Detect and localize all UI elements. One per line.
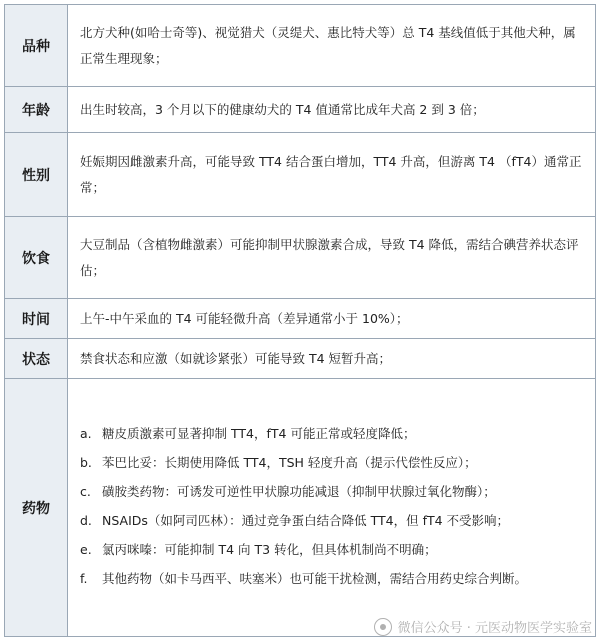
row-label: 药物 — [5, 379, 68, 637]
row-label: 性别 — [5, 133, 68, 217]
list-marker: f. — [80, 571, 88, 586]
wechat-icon — [374, 618, 392, 636]
row-content: 妊娠期因雌激素升高，可能导致 TT4 结合蛋白增加，TT4 升高，但游离 T4 （fT4）通常正常； — [68, 133, 596, 217]
table-row — [5, 379, 596, 637]
row-content: 北方犬种(如哈士奇等)、视觉猎犬（灵缇犬、惠比特犬等）总 T4 基线值低于其他犬种，属正常生理现象； — [68, 5, 596, 87]
row-content: 禁食状态和应激（如就诊紧张）可能导致 T4 短暂升高； — [68, 339, 596, 379]
row-label: 时间 — [5, 299, 68, 339]
drug-list — [68, 379, 596, 637]
table-row — [5, 5, 596, 87]
list-marker: c. — [80, 484, 91, 499]
watermark — [374, 617, 592, 636]
list-text: 氯丙咪嗪：可能抑制 T4 向 T3 转化，但具体机制尚不明确； — [102, 542, 437, 557]
list-marker: a. — [80, 426, 92, 441]
list-marker: b. — [80, 455, 92, 470]
table-row — [5, 133, 596, 217]
row-label: 状态 — [5, 339, 68, 379]
row-content: 上午-中午采血的 T4 可能轻微升高（差异通常小于 10%）； — [68, 299, 596, 339]
list-text: 其他药物（如卡马西平、呋塞米）也可能干扰检测，需结合用药史综合判断。 — [102, 571, 528, 586]
row-label: 品种 — [5, 5, 68, 87]
table-row — [5, 217, 596, 299]
list-text: 糖皮质激素可显著抑制 TT4，fT4 可能正常或轻度降低； — [102, 426, 416, 441]
factor-table — [4, 4, 596, 637]
list-text: 苯巴比妥：长期使用降低 TT4，TSH 轻度升高（提示代偿性反应）； — [102, 455, 477, 470]
list-item — [80, 569, 585, 589]
table-row — [5, 339, 596, 379]
row-content: 出生时较高，3 个月以下的健康幼犬的 T4 值通常比成年犬高 2 到 3 倍； — [68, 87, 596, 133]
list-item — [80, 540, 585, 560]
list-item — [80, 453, 585, 473]
row-label: 饮食 — [5, 217, 68, 299]
watermark-text: 微信公众号 · 元医动物医学实验室 — [397, 621, 592, 636]
table-row — [5, 299, 596, 339]
list-marker: e. — [80, 542, 92, 557]
row-content: 大豆制品（含植物雌激素）可能抑制甲状腺激素合成，导致 T4 降低，需结合碘营养状态评估； — [68, 217, 596, 299]
row-label: 年龄 — [5, 87, 68, 133]
list-item — [80, 424, 585, 444]
list-item — [80, 511, 585, 531]
list-marker: d. — [80, 513, 92, 528]
list-item — [80, 482, 585, 502]
list-text: NSAIDs（如阿司匹林）：通过竞争蛋白结合降低 TT4，但 fT4 不受影响； — [102, 513, 510, 528]
list-text: 磺胺类药物：可诱发可逆性甲状腺功能减退（抑制甲状腺过氧化物酶）； — [102, 484, 496, 499]
table-row — [5, 87, 596, 133]
